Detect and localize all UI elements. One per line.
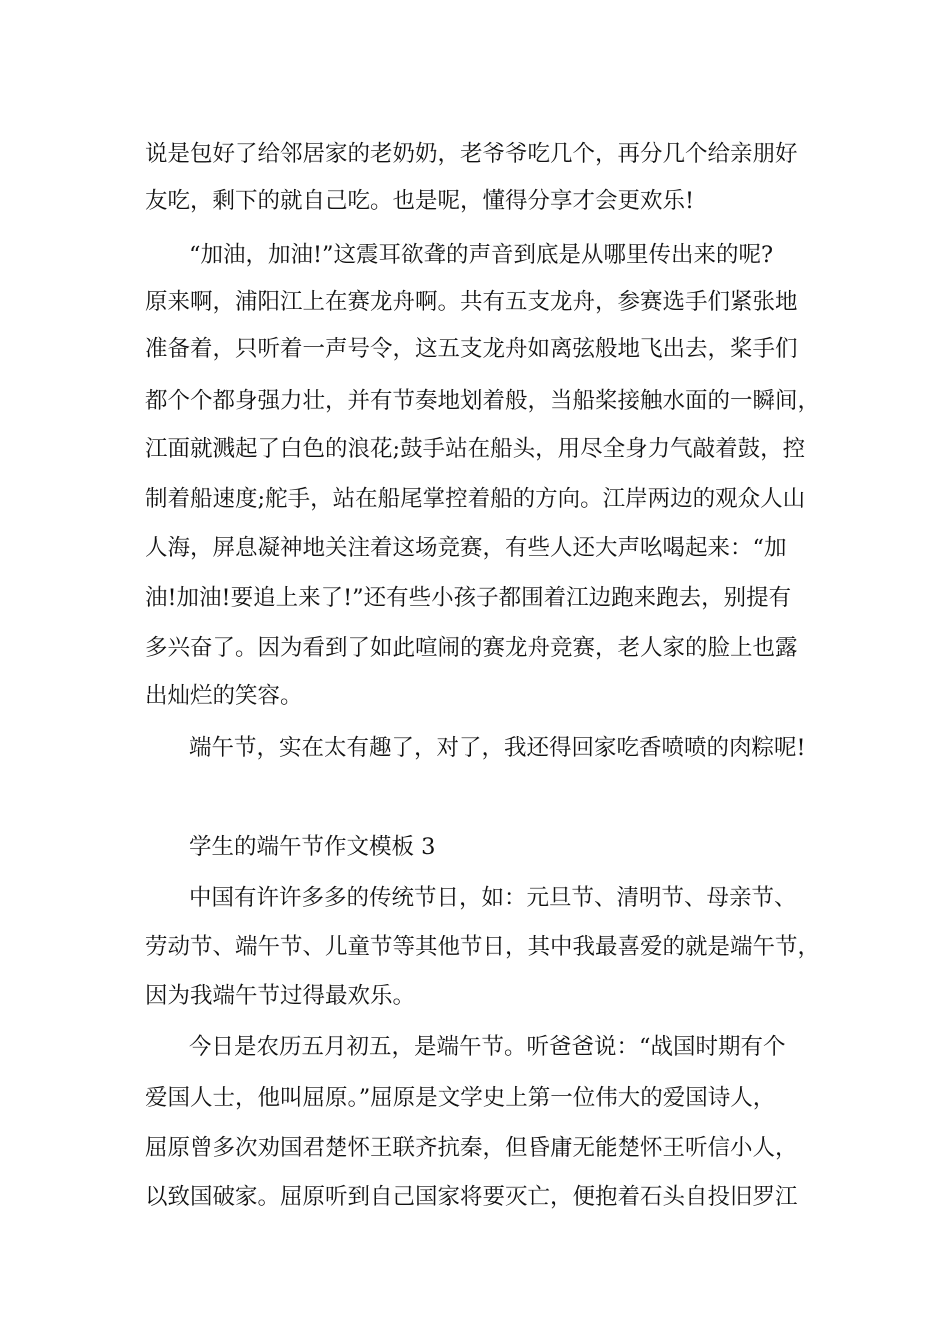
paragraph-line: 以致国破家。屈原听到自己国家将要灭亡，便抱着石头自投旧罗江 bbox=[145, 1184, 798, 1210]
paragraph-line: 中国有许许多多的传统节日，如：元旦节、清明节、母亲节、 bbox=[189, 885, 797, 911]
paragraph-line: 友吃，剩下的就自己吃。也是呢，懂得分享才会更欢乐! bbox=[145, 188, 695, 214]
paragraph-line: 端午节，实在太有趣了，对了，我还得回家吃香喷喷的肉粽呢! bbox=[189, 735, 806, 761]
paragraph-line: 制着船速度;舵手，站在船尾掌控着船的方向。江岸两边的观众人山 bbox=[145, 486, 806, 512]
paragraph-line: 说是包好了给邻居家的老奶奶，老爷爷吃几个，再分几个给亲朋好 bbox=[145, 141, 798, 167]
section-heading: 学生的端午节作文模板 3 bbox=[189, 834, 436, 860]
paragraph-line: 因为我端午节过得最欢乐。 bbox=[145, 983, 416, 1009]
paragraph-line: 江面就溅起了白色的浪花;鼓手站在船头，用尽全身力气敲着鼓，控 bbox=[145, 436, 806, 462]
paragraph-line: 原来啊，浦阳江上在赛龙舟啊。共有五支龙舟，参赛选手们紧张地 bbox=[145, 289, 798, 315]
paragraph-line: 劳动节、端午节、儿童节等其他节日，其中我最喜爱的就是端午节， bbox=[145, 934, 821, 960]
paragraph-line: 人海，屏息凝神地关注着这场竞赛，有些人还大声吆喝起来：“加 bbox=[145, 535, 787, 561]
paragraph-line: 准备着，只听着一声号令，这五支龙舟如离弦般地飞出去，桨手们 bbox=[145, 336, 798, 362]
paragraph-line: 屈原曾多次劝国君楚怀王联齐抗秦，但昏庸无能楚怀王听信小人， bbox=[145, 1135, 798, 1161]
paragraph-line: 都个个都身强力壮，并有节奏地划着般，当船桨接触水面的一瞬间， bbox=[145, 388, 821, 414]
paragraph-line: 出灿烂的笑容。 bbox=[145, 683, 303, 709]
paragraph-line: 今日是农历五月初五，是端午节。听爸爸说：“战国时期有个 bbox=[189, 1034, 786, 1060]
paragraph-line: 多兴奋了。因为看到了如此喧闹的赛龙舟竞赛，老人家的脸上也露 bbox=[145, 635, 798, 661]
paragraph-line: “加油，加油!”这震耳欲聋的声音到底是从哪里传出来的呢? bbox=[189, 242, 774, 268]
paragraph-line: 爱国人士，他叫屈原。”屈原是文学史上第一位伟大的爱国诗人， bbox=[145, 1085, 776, 1111]
paragraph-line: 油!加油!要追上来了!”还有些小孩子都围着江边跑来跑去，别提有 bbox=[145, 585, 792, 611]
